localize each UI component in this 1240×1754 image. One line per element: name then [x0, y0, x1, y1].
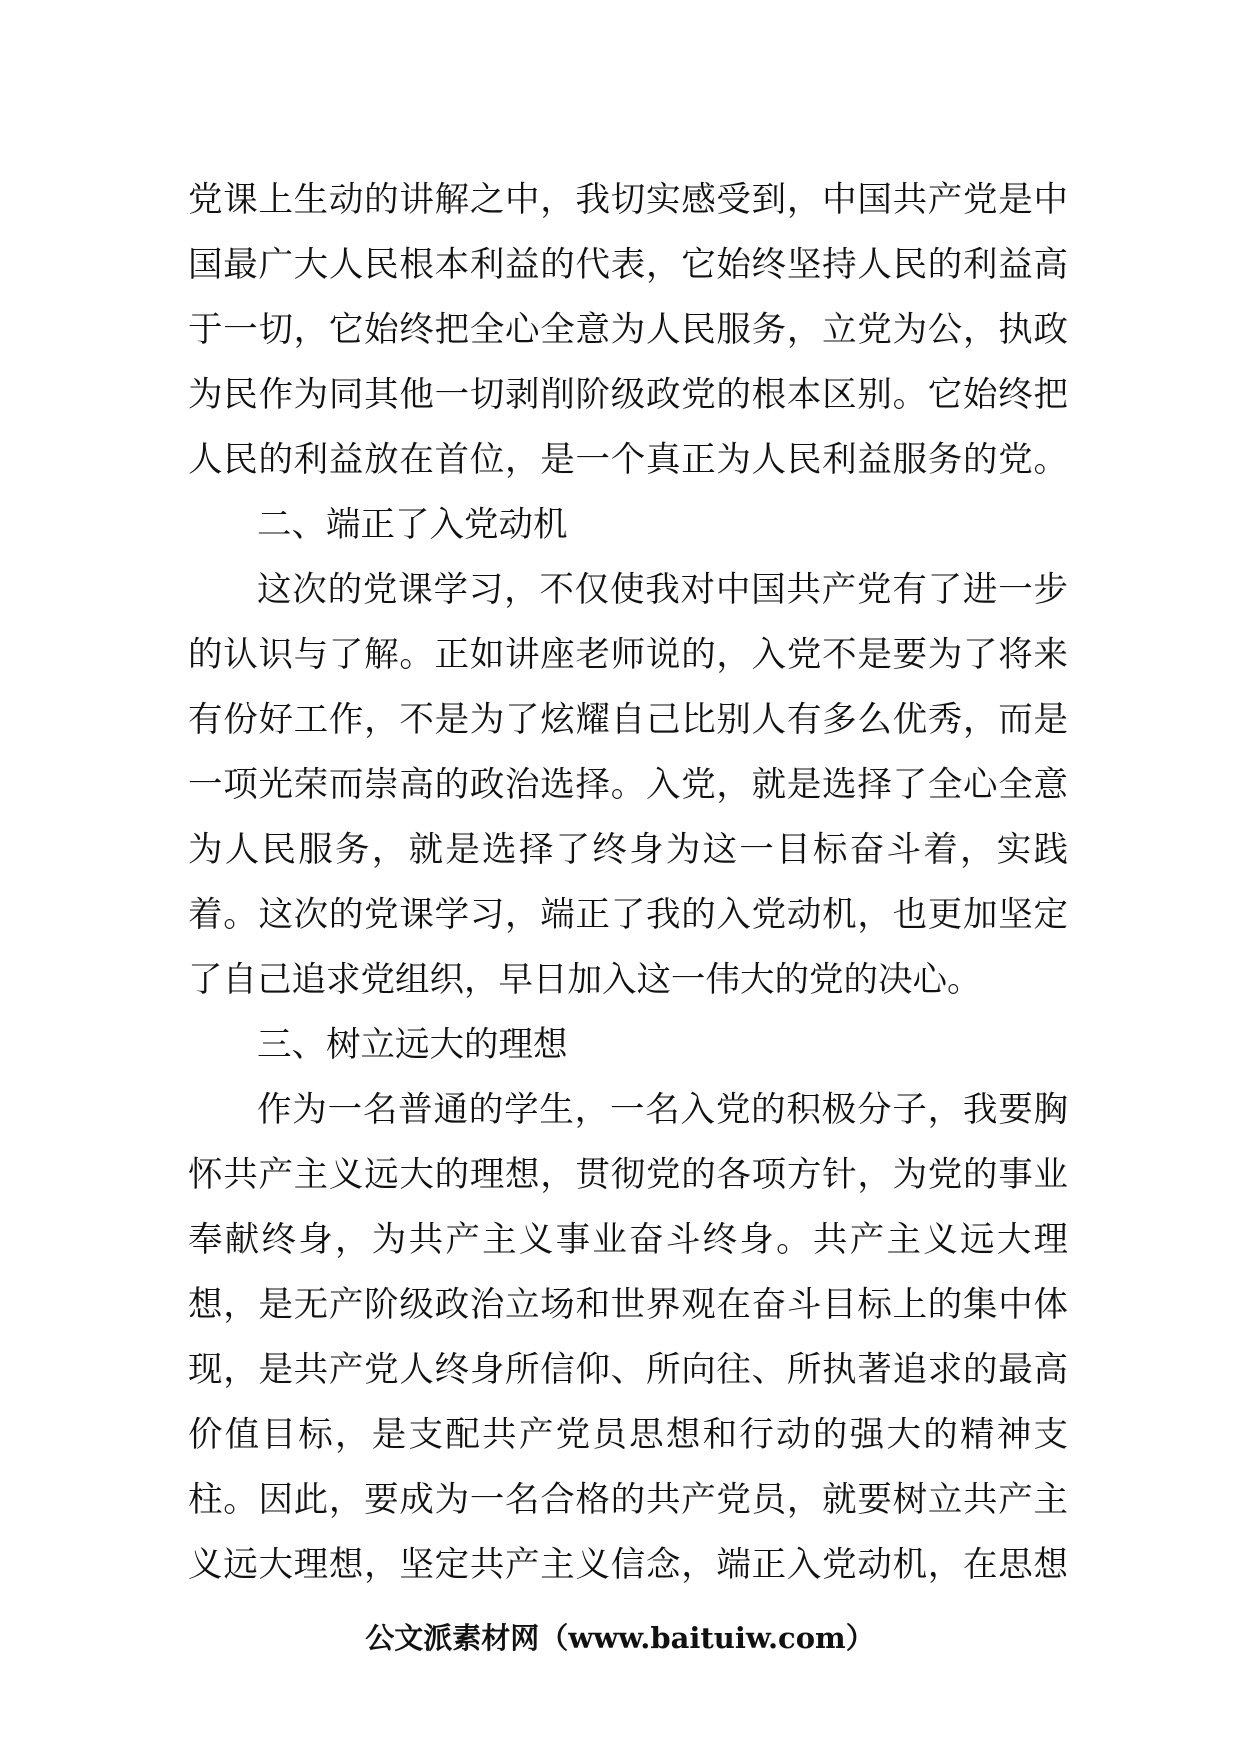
- text-line: 现，是共产党人终身所信仰、所向往、所执著追求的最高: [188, 1350, 1068, 1390]
- text-line: 为民作为同其他一切剥削阶级政党的根本区别。它始终把: [188, 375, 1068, 415]
- text-line: 怀共产主义远大的理想，贯彻党的各项方针，为党的事业: [188, 1155, 1068, 1195]
- text-line: 为人民服务，就是选择了终身为这一目标奋斗着，实践: [188, 830, 1068, 870]
- text-line: 义远大理想，坚定共产主义信念，端正入党动机，在思想: [188, 1545, 1068, 1585]
- text-line: 着。这次的党课学习，端正了我的入党动机，也更加坚定: [188, 895, 1068, 935]
- text-line: 奉献终身，为共产主义事业奋斗终身。共产主义远大理: [188, 1220, 1068, 1260]
- body-text: [188, 168, 1068, 1598]
- text-line: 国最广大人民根本利益的代表，它始终坚持人民的利益高: [188, 245, 1068, 285]
- text-line: 价值目标，是支配共产党员思想和行动的强大的精神支: [188, 1415, 1068, 1455]
- text-line: 一项光荣而崇高的政治选择。入党，就是选择了全心全意: [188, 765, 1068, 805]
- text-line: 想，是无产阶级政治立场和世界观在奋斗目标上的集中体: [188, 1285, 1068, 1325]
- text-line: 人民的利益放在首位，是一个真正为人民利益服务的党。: [188, 440, 1068, 480]
- text-line: 党课上生动的讲解之中，我切实感受到，中国共产党是中: [188, 180, 1068, 220]
- footer-watermark: 公文派素材网（www.baituiw.com）: [365, 1621, 875, 1655]
- text-line: 了自己追求党组织，早日加入这一伟大的党的决心。: [188, 960, 982, 1000]
- text-line: 的认识与了解。正如讲座老师说的，入党不是要为了将来: [188, 635, 1068, 675]
- text-line: 有份好工作，不是为了炫耀自己比别人有多么优秀，而是: [188, 700, 1068, 740]
- text-line: 于一切，它始终把全心全意为人民服务，立党为公，执政: [188, 310, 1068, 350]
- text-line: 这次的党课学习，不仅使我对中国共产党有了进一步: [257, 570, 1068, 610]
- text-line: 作为一名普通的学生，一名入党的积极分子，我要胸: [257, 1090, 1068, 1130]
- text-line: 二、端正了入党动机: [257, 505, 568, 545]
- text-line: 三、树立远大的理想: [257, 1025, 568, 1065]
- text-line: 柱。因此，要成为一名合格的共产党员，就要树立共产主: [188, 1480, 1068, 1520]
